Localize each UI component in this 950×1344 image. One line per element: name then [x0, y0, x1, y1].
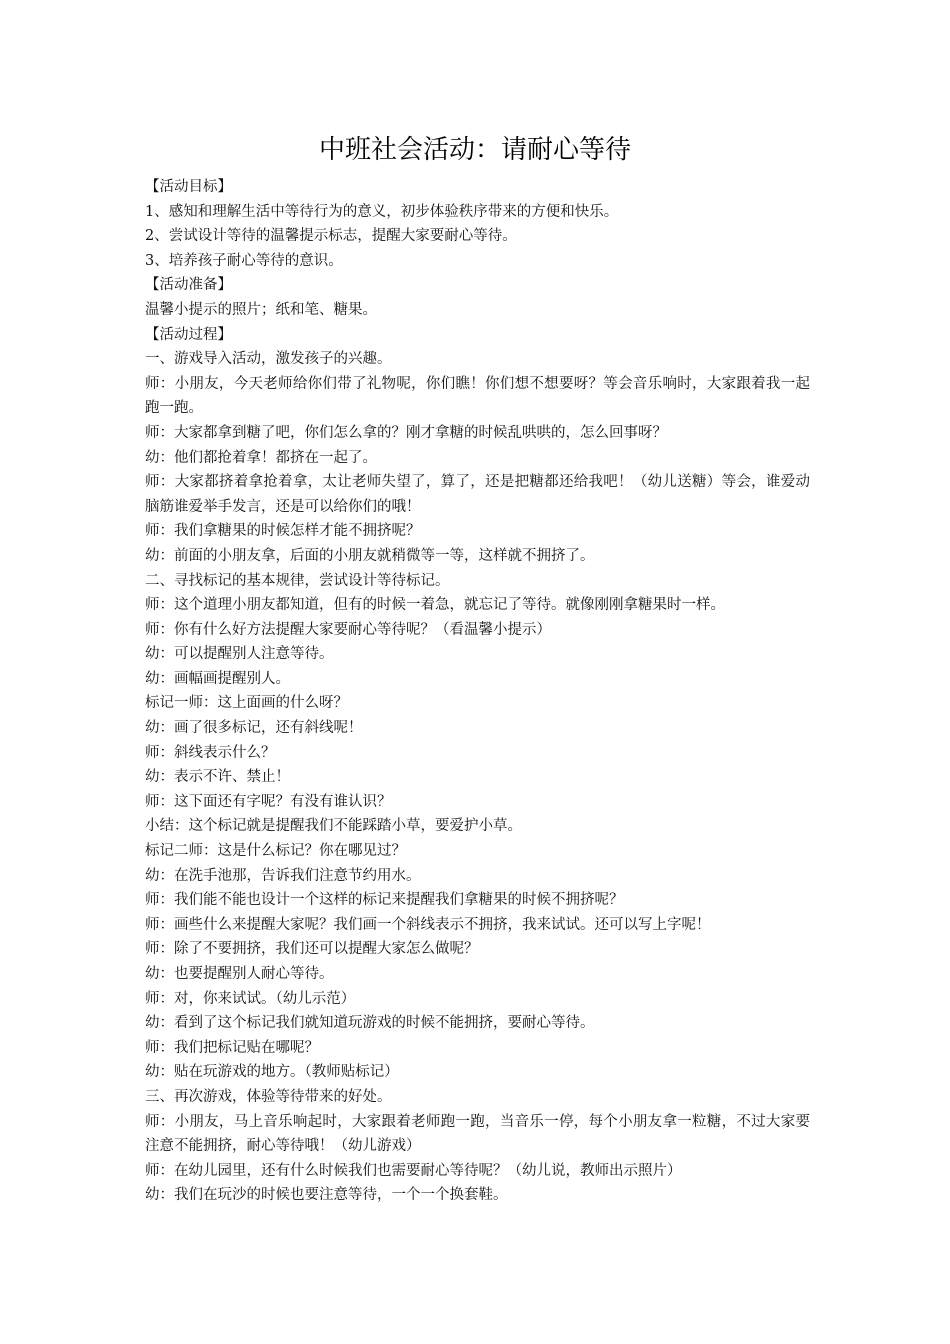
process-step-1-heading: 一、游戏导入活动，激发孩子的兴趣。: [145, 351, 392, 368]
goal-item-1: 1、感知和理解生活中等待行为的意义，初步体验秩序带来的方便和快乐。: [145, 203, 619, 220]
dialogue-line: 师：这个道理小朋友都知道，但有的时候一着急，就忘记了等待。就像刚刚拿糖果时一样。: [145, 597, 725, 614]
section-heading-process: 【活动过程】: [145, 326, 232, 343]
document-body: [145, 175, 810, 1208]
dialogue-line: 幼：前面的小朋友拿，后面的小朋友就稍微等一等，这样就不拥挤了。: [145, 547, 595, 564]
section-heading-goals: 【活动目标】: [145, 179, 232, 195]
summary-line: 小结：这个标记就是提醒我们不能踩踏小草，要爱护小草。: [145, 818, 522, 835]
goal-item-2: 2、尝试设计等待的温馨提示标志，提醒大家要耐心等待。: [145, 228, 517, 245]
section-heading-preparation: 【活动准备】: [145, 277, 232, 294]
dialogue-line: 幼：画幅画提醒别人。: [145, 670, 290, 687]
dialogue-line: 师：斜线表示什么？: [145, 744, 276, 761]
process-step-3-heading: 三、再次游戏，体验等待带来的好处。: [145, 1088, 392, 1105]
dialogue-line: 师：除了不要拥挤，我们还可以提醒大家怎么做呢？: [145, 941, 479, 958]
dialogue-line: 师：小朋友，马上音乐响起时，大家跟着老师跑一跑，当音乐一停，每个小朋友拿一粒糖，不过大家要注意不能拥挤，耐心等待哦！（幼儿游戏）: [145, 1113, 810, 1155]
dialogue-line: 师：在幼儿园里，还有什么时候我们也需要耐心等待呢？（幼儿说，教师出示照片）: [145, 1162, 682, 1179]
dialogue-line: 幼：画了很多标记，还有斜线呢！: [145, 720, 363, 737]
dialogue-line: 师：我们拿糖果的时候怎样才能不拥挤呢？: [145, 523, 421, 540]
dialogue-line: 师：大家都挤着拿抢着拿，太让老师失望了，算了，还是把糖都还给我吧！（幼儿送糖）等会，谁爱动脑筋谁爱举手发言，还是可以给你们的哦！: [145, 474, 810, 515]
dialogue-line: 师：大家都拿到糖了吧，你们怎么拿的？刚才拿糖的时候乱哄哄的，怎么回事呀？: [145, 424, 667, 441]
goal-item-3: 3、培养孩子耐心等待的意识。: [145, 252, 343, 269]
dialogue-line: 师：小朋友，今天老师给你们带了礼物呢，你们瞧！你们想不想要呀？等会音乐响时，大家跟着我一起跑一跑。: [145, 375, 810, 417]
dialogue-line: 标记一师：这上面画的什么呀？: [145, 695, 348, 712]
document-title: 中班社会活动：请耐心等待: [318, 135, 631, 165]
dialogue-line: 标记二师：这是什么标记？你在哪见过？: [145, 843, 406, 860]
dialogue-line: 师：画些什么来提醒大家呢？我们画一个斜线表示不拥挤，我来试试。还可以写上字呢！: [145, 916, 711, 933]
process-step-2-heading: 二、寻找标记的基本规律，尝试设计等待标记。: [145, 572, 450, 589]
dialogue-line: 幼：我们在玩沙的时候也要注意等待，一个一个换套鞋。: [145, 1187, 508, 1204]
dialogue-line: 幼：可以提醒别人注意等待。: [145, 646, 334, 663]
dialogue-line: 幼：在洗手池那，告诉我们注意节约用水。: [145, 867, 421, 884]
dialogue-line: 师：这下面还有字呢？有没有谁认识？: [145, 793, 392, 810]
dialogue-line: 幼：看到了这个标记我们就知道玩游戏的时候不能拥挤，要耐心等待。: [145, 1015, 595, 1032]
preparation-text: 温馨小提示的照片；纸和笔、糖果。: [145, 301, 377, 318]
dialogue-line: 师：我们能不能也设计一个这样的标记来提醒我们拿糖果的时候不拥挤呢？: [145, 892, 624, 909]
dialogue-line: 师：对，你来试试。（幼儿示范）: [145, 990, 356, 1007]
dialogue-line: 师：你有什么好方法提醒大家要耐心等待呢？（看温馨小提示）: [145, 621, 551, 638]
dialogue-line: 幼：也要提醒别人耐心等待。: [145, 966, 334, 982]
dialogue-line: 师：我们把标记贴在哪呢？: [145, 1039, 319, 1056]
dialogue-line: 幼：他们都抢着拿！都挤在一起了。: [145, 449, 377, 466]
dialogue-line: 幼：贴在玩游戏的地方。（教师贴标记）: [145, 1064, 399, 1081]
dialogue-line: 幼：表示不许、禁止！: [145, 769, 290, 786]
